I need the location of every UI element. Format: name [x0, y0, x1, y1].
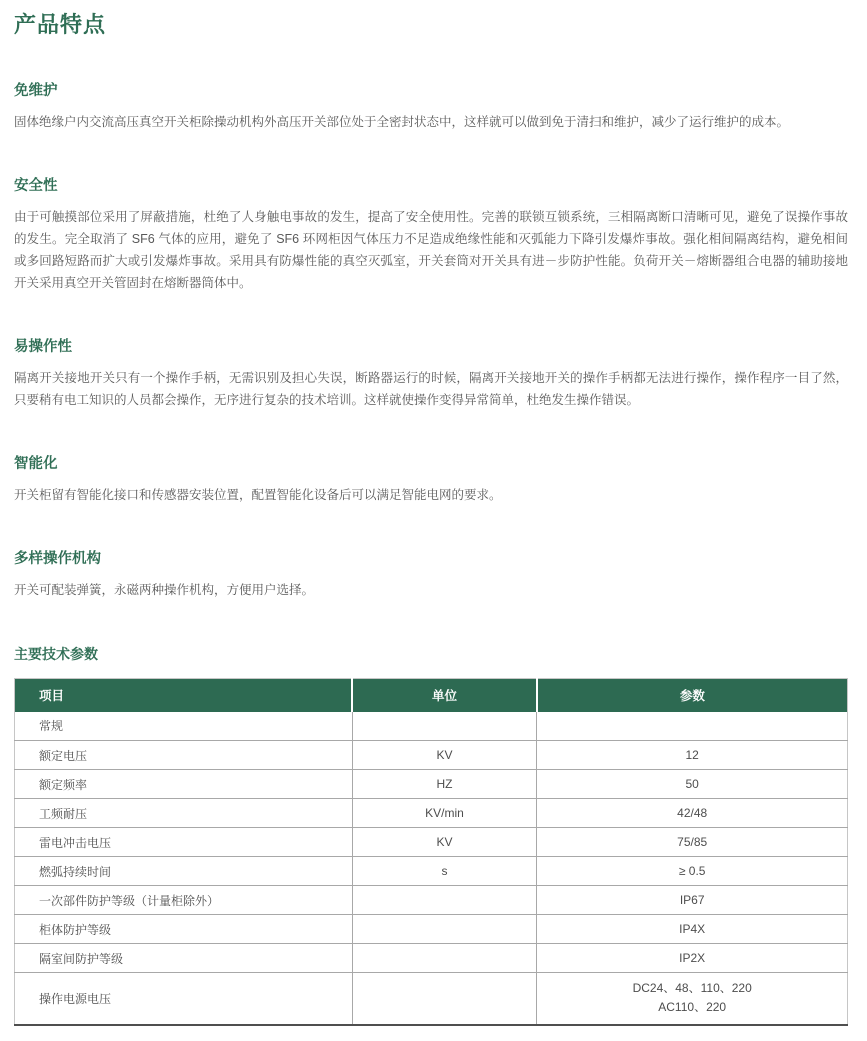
cell-value	[537, 973, 848, 1025]
spec-table	[14, 678, 848, 1026]
cell-unit	[352, 973, 537, 1025]
section-heading: 易操作性	[14, 339, 72, 355]
table-row	[15, 741, 848, 770]
section-body-text: 固体绝缘户内交流高压真空开关柜除操动机构外高压开关部位处于全密封状态中，这样就可以做到免于清扫和维护，减少了运行维护的成本。	[14, 115, 790, 129]
section-body-text: 开关可配装弹簧，永磁两种操作机构，方便用户选择。	[14, 583, 315, 597]
cell-item: 常规	[15, 712, 353, 741]
cell-item: 一次部件防护等级（计量柜除外）	[15, 886, 353, 915]
feature-section	[14, 455, 848, 506]
column-header-unit: 单位	[352, 679, 537, 712]
table-row	[15, 770, 848, 799]
spec-table-head	[15, 679, 848, 712]
cell-value	[537, 712, 848, 741]
column-header-value: 参数	[537, 679, 848, 712]
cell-item: 额定频率	[15, 770, 353, 799]
cell-value: IP4X	[537, 915, 848, 944]
cell-unit: KV	[352, 828, 537, 857]
cell-unit	[352, 915, 537, 944]
params-heading: 主要技术参数	[14, 646, 98, 662]
feature-section	[14, 338, 848, 411]
cell-value: 50	[537, 770, 848, 799]
feature-section	[14, 177, 848, 294]
spec-table-body	[15, 712, 848, 1025]
cell-item: 操作电源电压	[15, 973, 353, 1025]
cell-value: IP2X	[537, 944, 848, 973]
table-row	[15, 886, 848, 915]
cell-item: 雷电冲击电压	[15, 828, 353, 857]
section-heading: 安全性	[14, 178, 58, 194]
cell-value: IP67	[537, 886, 848, 915]
cell-unit	[352, 944, 537, 973]
cell-value: ≥ 0.5	[537, 857, 848, 886]
table-row	[15, 712, 848, 741]
table-row	[15, 973, 848, 1025]
table-row	[15, 799, 848, 828]
cell-unit: KV	[352, 741, 537, 770]
section-heading: 智能化	[14, 456, 58, 472]
cell-unit: s	[352, 857, 537, 886]
cell-unit: KV/min	[352, 799, 537, 828]
column-header-item: 项目	[15, 679, 353, 712]
cell-value: 12	[537, 741, 848, 770]
table-row	[15, 857, 848, 886]
table-row	[15, 828, 848, 857]
cell-value: 42/48	[537, 799, 848, 828]
value-line: DC24、48、110、220	[632, 981, 752, 996]
cell-item: 燃弧持续时间	[15, 857, 353, 886]
table-row	[15, 944, 848, 973]
feature-section	[14, 82, 848, 133]
cell-unit: HZ	[352, 770, 537, 799]
feature-section	[14, 550, 848, 601]
value-line: AC110、220	[658, 1000, 727, 1015]
cell-unit	[352, 712, 537, 741]
section-body-text: 隔离开关接地开关只有一个操作手柄，无需识别及担心失误，断路器运行的时候，隔离开关接地开关的操作手柄都无法进行操作，操作程序一目了然，只要稍有电工知识的人员都会操作，无序进行复杂的技术培训。这样就使操作变得异常简单，杜绝发生操作错误。	[14, 371, 848, 407]
section-heading: 多样操作机构	[14, 551, 101, 567]
cell-item: 工频耐压	[15, 799, 353, 828]
feature-sections	[14, 82, 848, 601]
section-body-text: 由于可触摸部位采用了屏蔽措施，杜绝了人身触电事故的发生，提高了安全使用性。完善的联锁互锁系统，三相隔离断口清晰可见，避免了误操作事故的发生。完全取消了 SF6 气体的应用，避免了 SF6 环网柜因气体压力不足造成绝缘性能和灭弧能力下降引发爆炸事故。强化相间隔离结构，避免相间或多回路短路而扩大或引发爆炸事故。采用具有防爆性能的真空灭弧室，开关套筒对开关具有进－步防护性能。负荷开关－熔断器组合电器的辅助接地开关采用真空开关管固封在熔断器筒体中。	[14, 210, 848, 290]
cell-unit	[352, 886, 537, 915]
cell-item: 柜体防护等级	[15, 915, 353, 944]
section-heading: 免维护	[14, 83, 58, 99]
cell-item: 隔室间防护等级	[15, 944, 353, 973]
table-row	[15, 915, 848, 944]
page-title: 产品特点	[14, 12, 107, 37]
spec-table-header-row	[15, 679, 848, 712]
section-body-text: 开关柜留有智能化接口和传感器安装位置，配置智能化设备后可以满足智能电网的要求。	[14, 488, 502, 502]
cell-value: 75/85	[537, 828, 848, 857]
cell-item: 额定电压	[15, 741, 353, 770]
